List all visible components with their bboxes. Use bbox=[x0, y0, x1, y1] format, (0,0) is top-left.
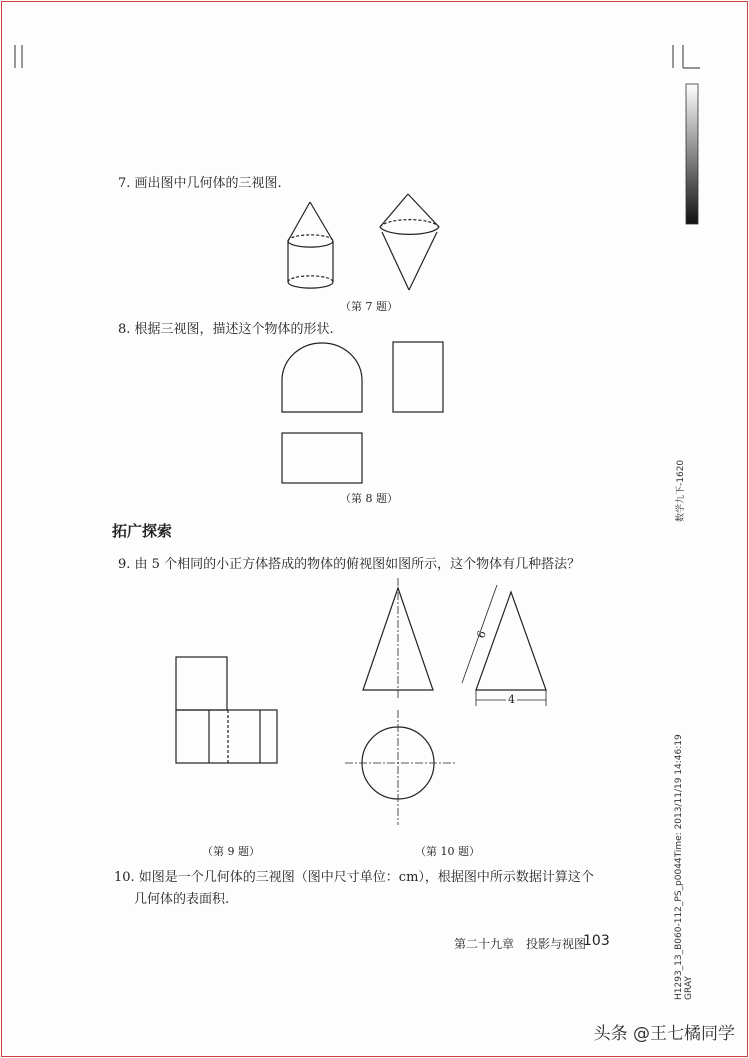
watermark: 头条 @王七橘同学 bbox=[593, 1024, 735, 1044]
top-view-q9 bbox=[176, 657, 277, 763]
dimension-slant: 6 bbox=[474, 628, 489, 641]
crop-marks bbox=[15, 45, 700, 68]
question-10-line2: 几何体的表面积. bbox=[134, 892, 230, 907]
question-10-line1: 10. 如图是一个几何体的三视图（图中尺寸单位：cm），根据图中所示数据计算这个 bbox=[114, 870, 594, 885]
cone-on-cylinder bbox=[288, 202, 333, 288]
side-code: 数学九下-1620 bbox=[676, 459, 686, 522]
page-number: 103 bbox=[583, 933, 610, 949]
figure-8-caption: （第 8 题） bbox=[340, 492, 398, 505]
dimension-base: 4 bbox=[508, 693, 515, 706]
gray-label: GRAY bbox=[684, 976, 694, 1000]
question-9: 9. 由 5 个相同的小正方体搭成的物体的俯视图如图所示，这个物体有几种搭法？ bbox=[118, 557, 581, 572]
double-cone bbox=[380, 194, 439, 290]
figure-7-caption: （第 7 题） bbox=[340, 300, 398, 313]
chapter-footer: 第二十九章 投影与视图 bbox=[454, 937, 587, 951]
question-8: 8. 根据三视图，描述这个物体的形状. bbox=[118, 322, 334, 337]
gray-scale-bar bbox=[686, 84, 698, 224]
figure-9-caption: （第 9 题） bbox=[202, 845, 260, 858]
question-7: 7. 画出图中几何体的三视图. bbox=[118, 176, 282, 191]
figure-10-caption: （第 10 题） bbox=[415, 845, 480, 858]
three-views-q8 bbox=[282, 342, 443, 483]
scan-info: H1293_13_B060-112_PS_p0044Time: 2013/11/19 14:46:19 bbox=[674, 734, 684, 1000]
section-title: 拓广探索 bbox=[112, 522, 173, 540]
